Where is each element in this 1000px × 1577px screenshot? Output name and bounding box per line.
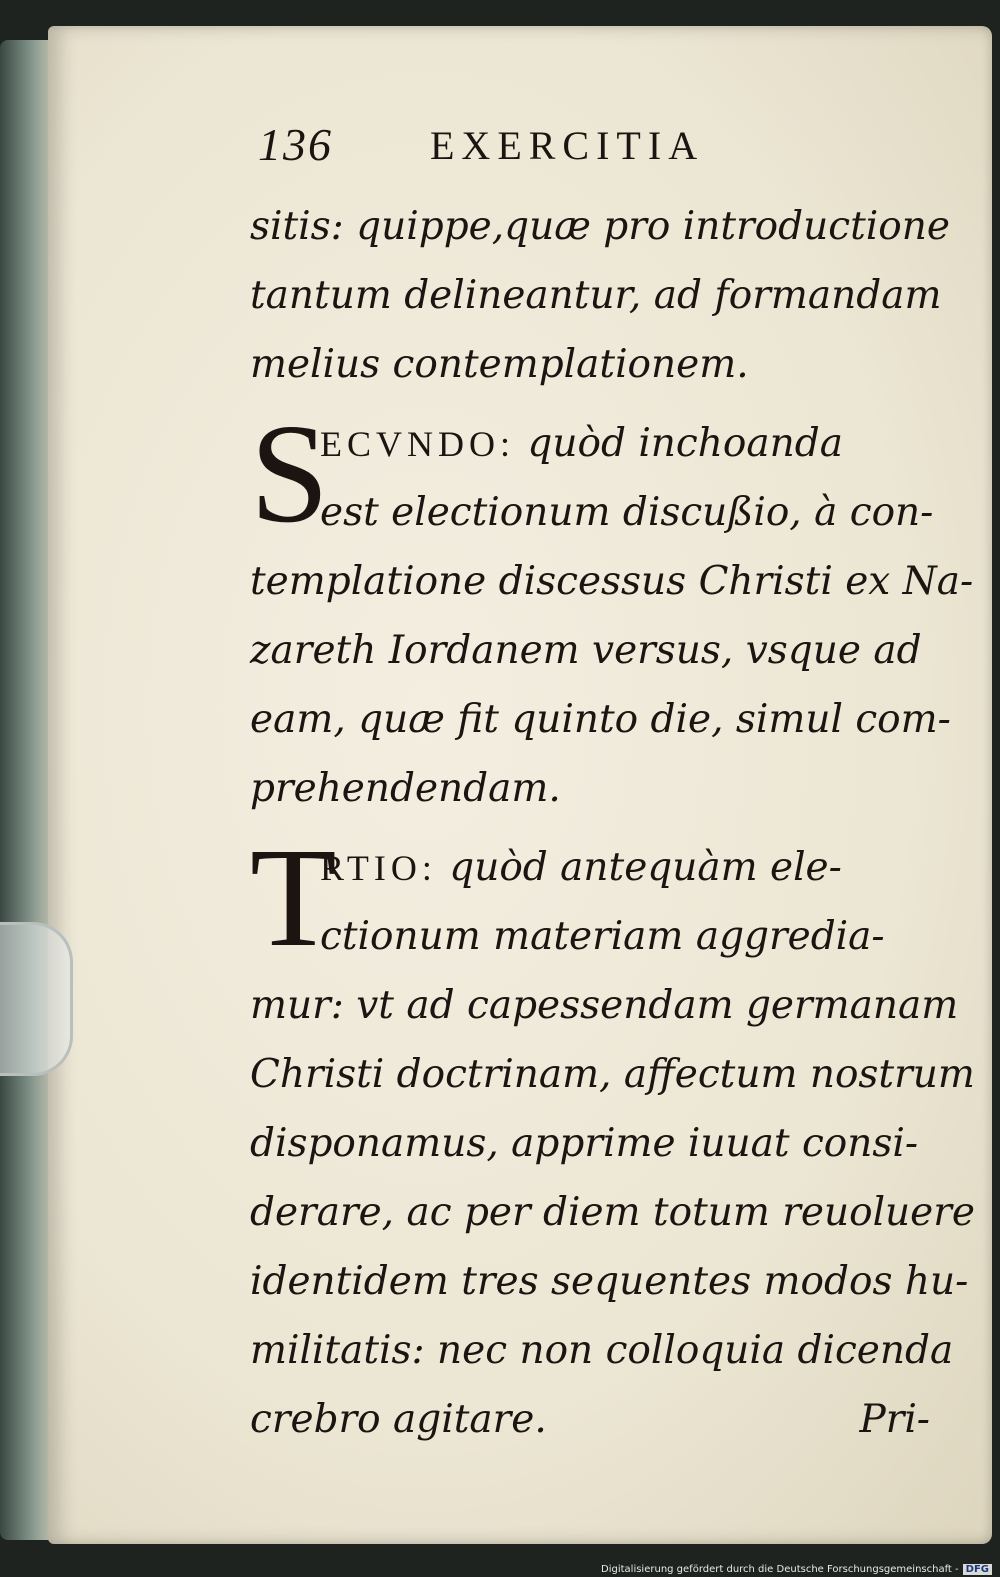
text-line: zareth Iordanem versus, vsque ad [250,628,922,673]
text-line: est electionum discußio, à con- [320,490,934,535]
page-header [258,118,818,182]
text-line: melius contemplationem. [250,342,749,387]
text-line: sitis: quippe,quæ pro introductione [250,204,950,249]
text-span: quòd antequàm ele- [449,845,842,890]
lead-caps: ECVNDO: [320,424,515,464]
text-line: eam, quæ fit quinto die, simul com- [250,697,951,742]
page-number: 136 [258,119,333,170]
book-clamp [0,922,73,1076]
text-span: quòd inchoanda [527,421,843,466]
paragraph-1 [250,192,950,399]
catchword: Pri- [859,1397,930,1442]
text-span: crebro agitare. [250,1397,547,1442]
text-line: prehendendam. [250,766,561,811]
text-line: disponamus, apprime iuuat consi- [250,1121,919,1166]
drop-cap: T [250,818,337,976]
text-line: Christi doctrinam, affectum nostrum [250,1052,975,1097]
text-line: mur: vt ad capessendam germanam [250,983,959,1028]
text-line: militatis: nec non colloquia dicenda [250,1328,954,1373]
drop-cap: S [250,394,329,552]
text-line: tantum delineantur, ad formandam [250,273,942,318]
text-line: ctionum materiam aggredia- [320,914,885,959]
text-line: identidem tres sequentes modos hu- [250,1259,969,1304]
body-text [250,192,975,1454]
text-line: templatione discessus Christi ex Na- [250,559,974,604]
text-line [250,1385,930,1454]
paragraph-3 [250,818,975,1454]
text-line: derare, ac per diem totum reuoluere [250,1190,975,1235]
running-title: EXERCITIA [430,123,705,168]
text-line [250,833,950,902]
paragraph-2 [250,394,974,823]
text-line [250,409,950,478]
credit-text: Digitalisierung gefördert durch die Deutsche Forschungsgemeinschaft - [601,1564,959,1575]
digitization-credit [601,1564,992,1575]
lead-caps: RTIO: [320,848,437,888]
dfg-logo: DFG [963,1564,992,1575]
